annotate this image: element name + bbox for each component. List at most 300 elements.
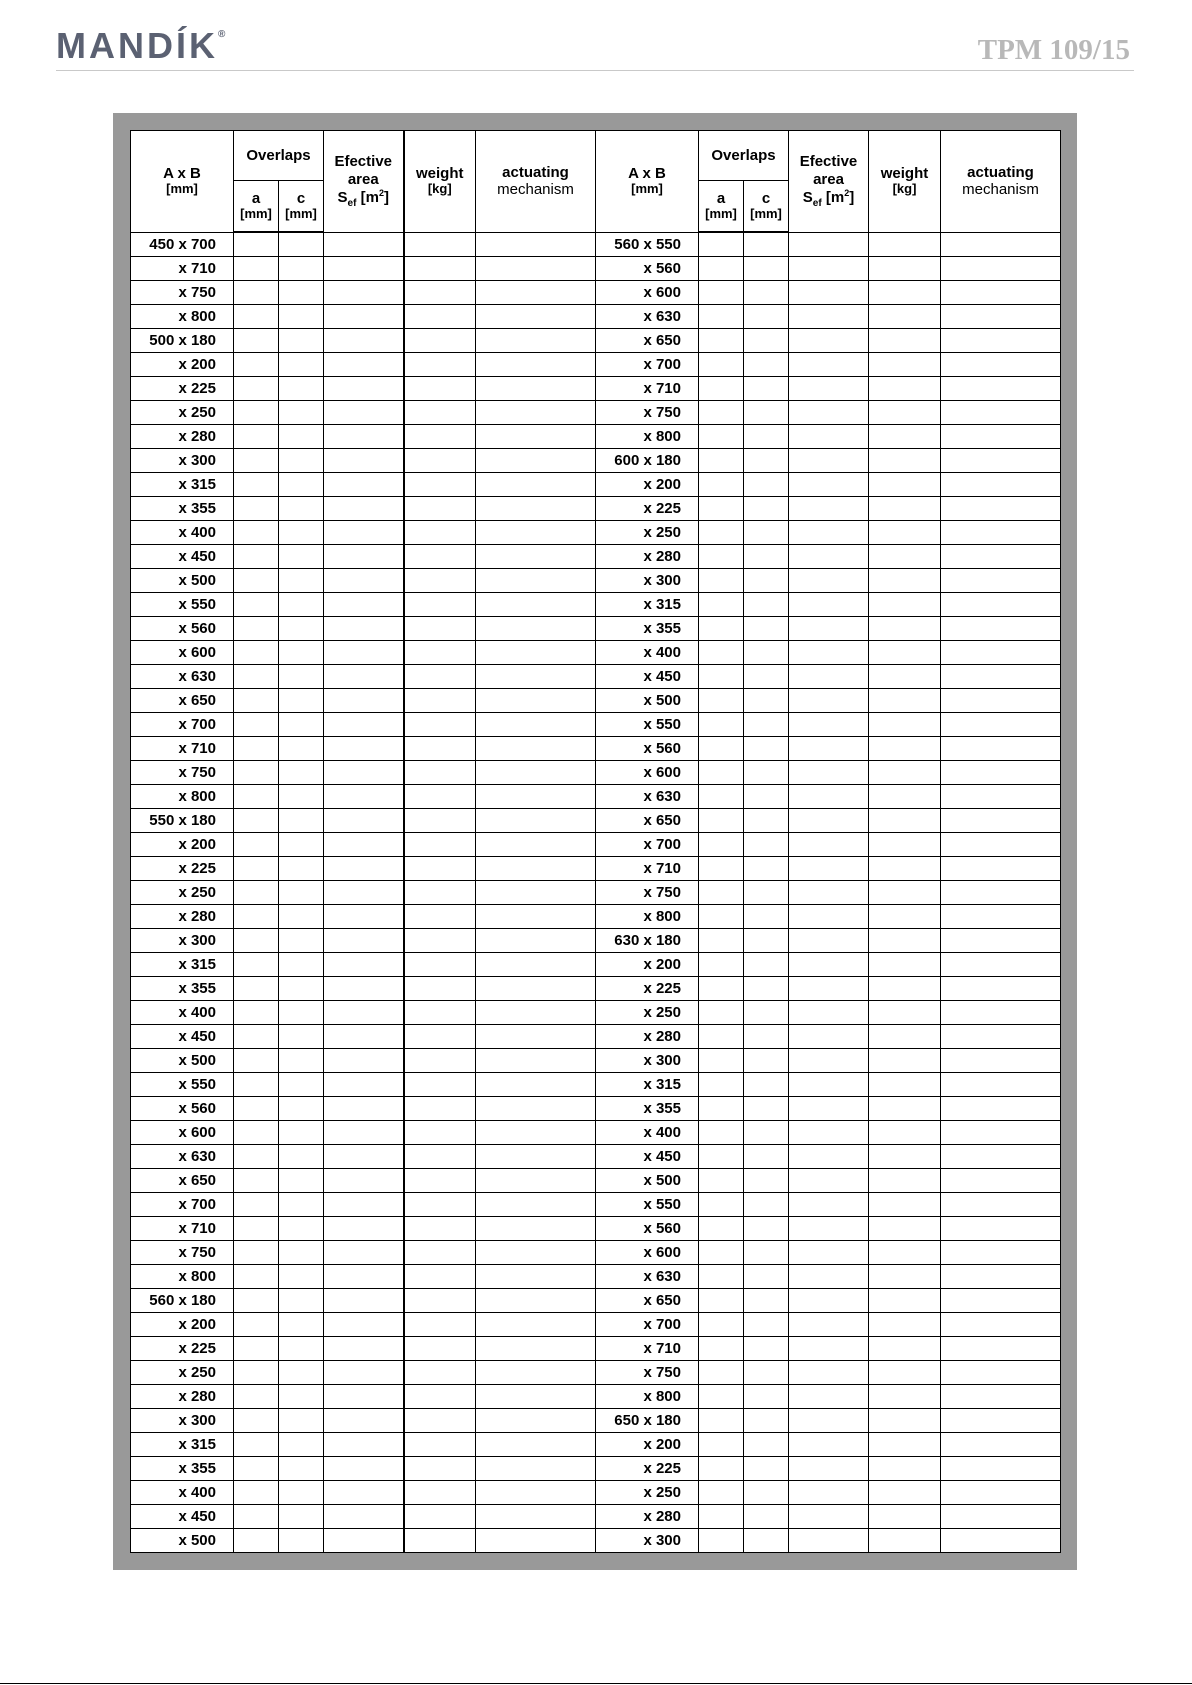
weight-cell bbox=[869, 1385, 941, 1409]
effective-area-cell bbox=[324, 617, 404, 641]
dimension-cell: x 400 bbox=[596, 1121, 699, 1145]
table-row bbox=[131, 1337, 1061, 1361]
weight-cell bbox=[404, 449, 476, 473]
dimension-cell: 630 x 180 bbox=[596, 929, 699, 953]
dimension-cell: x 710 bbox=[596, 857, 699, 881]
overlap-c-cell bbox=[744, 545, 789, 569]
effective-area-cell bbox=[789, 401, 869, 425]
overlap-a-cell bbox=[699, 1025, 744, 1049]
dimension-cell: x 280 bbox=[596, 1505, 699, 1529]
effective-area-cell bbox=[789, 593, 869, 617]
weight-cell bbox=[869, 857, 941, 881]
overlap-c-cell bbox=[279, 1169, 324, 1193]
weight-cell bbox=[869, 1217, 941, 1241]
dimension-cell: x 800 bbox=[596, 905, 699, 929]
overlap-c-cell bbox=[279, 785, 324, 809]
dimension-cell: x 560 bbox=[596, 257, 699, 281]
overlap-a-cell bbox=[699, 833, 744, 857]
overlap-a-cell bbox=[234, 953, 279, 977]
overlap-a-cell bbox=[234, 1217, 279, 1241]
overlap-a-cell bbox=[234, 473, 279, 497]
weight-cell bbox=[869, 1121, 941, 1145]
actuating-mechanism-cell bbox=[476, 1241, 596, 1265]
overlap-a-cell bbox=[234, 905, 279, 929]
table-row bbox=[131, 1433, 1061, 1457]
overlap-a-cell bbox=[699, 569, 744, 593]
overlap-a-cell bbox=[234, 689, 279, 713]
actuating-mechanism-cell bbox=[476, 1001, 596, 1025]
overlap-c-cell bbox=[279, 329, 324, 353]
weight-cell bbox=[869, 1193, 941, 1217]
effective-area-cell bbox=[789, 737, 869, 761]
table-row bbox=[131, 713, 1061, 737]
overlap-c-cell bbox=[279, 905, 324, 929]
dimension-cell: x 700 bbox=[131, 713, 234, 737]
dimension-cell: x 280 bbox=[596, 545, 699, 569]
overlap-a-cell bbox=[234, 1313, 279, 1337]
weight-cell bbox=[869, 353, 941, 377]
dimension-cell: x 630 bbox=[131, 1145, 234, 1169]
actuating-mechanism-cell bbox=[476, 401, 596, 425]
actuating-mechanism-cell bbox=[476, 1217, 596, 1241]
actuating-mechanism-cell bbox=[476, 521, 596, 545]
weight-cell bbox=[869, 377, 941, 401]
overlap-c-cell bbox=[279, 1529, 324, 1553]
effective-area-cell bbox=[324, 1529, 404, 1553]
overlap-c-cell bbox=[279, 1409, 324, 1433]
table-row bbox=[131, 377, 1061, 401]
weight-cell bbox=[404, 329, 476, 353]
table-body bbox=[131, 232, 1061, 1553]
overlap-c-cell bbox=[744, 689, 789, 713]
effective-area-cell bbox=[324, 1001, 404, 1025]
effective-area-cell bbox=[324, 833, 404, 857]
dimension-cell: x 600 bbox=[596, 281, 699, 305]
weight-cell bbox=[869, 1001, 941, 1025]
overlap-a-cell bbox=[234, 281, 279, 305]
dimension-cell: x 200 bbox=[596, 1433, 699, 1457]
overlap-c-cell bbox=[744, 1265, 789, 1289]
header-overlaps: Overlaps bbox=[234, 131, 324, 181]
overlap-c-cell bbox=[744, 1289, 789, 1313]
overlap-c-cell bbox=[744, 1481, 789, 1505]
table-row bbox=[131, 1073, 1061, 1097]
header-effective-area: Efective area $S_{ef}$ $[m^2]$ bbox=[324, 131, 404, 233]
dimension-cell: x 250 bbox=[131, 1361, 234, 1385]
effective-area-cell bbox=[789, 1265, 869, 1289]
effective-area-cell bbox=[789, 929, 869, 953]
weight-cell bbox=[869, 497, 941, 521]
overlap-a-cell bbox=[699, 1529, 744, 1553]
overlap-a-cell bbox=[699, 497, 744, 521]
weight-cell bbox=[404, 761, 476, 785]
effective-area-cell bbox=[324, 713, 404, 737]
overlap-a-cell bbox=[234, 1505, 279, 1529]
overlap-a-cell bbox=[699, 1505, 744, 1529]
actuating-mechanism-cell bbox=[941, 1145, 1061, 1169]
weight-cell bbox=[404, 881, 476, 905]
table-row bbox=[131, 977, 1061, 1001]
overlap-c-cell bbox=[744, 617, 789, 641]
table-row bbox=[131, 689, 1061, 713]
weight-cell bbox=[869, 232, 941, 257]
actuating-mechanism-cell bbox=[476, 713, 596, 737]
dimension-cell: x 400 bbox=[596, 641, 699, 665]
effective-area-cell bbox=[789, 881, 869, 905]
weight-cell bbox=[869, 833, 941, 857]
weight-cell bbox=[404, 1001, 476, 1025]
overlap-a-cell bbox=[699, 305, 744, 329]
actuating-mechanism-cell bbox=[941, 857, 1061, 881]
dimension-cell: 450 x 700 bbox=[131, 232, 234, 257]
actuating-mechanism-cell bbox=[941, 1433, 1061, 1457]
overlap-a-cell bbox=[699, 353, 744, 377]
mandik-logo: MANDÍK® bbox=[56, 25, 226, 66]
weight-cell bbox=[869, 1289, 941, 1313]
table-row bbox=[131, 665, 1061, 689]
dimension-cell: x 500 bbox=[596, 1169, 699, 1193]
overlap-a-cell bbox=[699, 377, 744, 401]
overlap-a-cell bbox=[234, 232, 279, 257]
overlap-c-cell bbox=[744, 473, 789, 497]
dimension-cell: x 280 bbox=[131, 1385, 234, 1409]
weight-cell bbox=[869, 809, 941, 833]
weight-cell bbox=[404, 545, 476, 569]
effective-area-cell bbox=[789, 449, 869, 473]
weight-cell bbox=[404, 1433, 476, 1457]
overlap-c-cell bbox=[279, 1241, 324, 1265]
actuating-mechanism-cell bbox=[476, 737, 596, 761]
effective-area-cell bbox=[324, 905, 404, 929]
table-row bbox=[131, 305, 1061, 329]
overlap-c-cell bbox=[279, 1049, 324, 1073]
dimension-cell: x 750 bbox=[131, 281, 234, 305]
dimension-cell: x 355 bbox=[131, 1457, 234, 1481]
overlap-a-cell bbox=[699, 905, 744, 929]
effective-area-cell bbox=[789, 833, 869, 857]
dimension-cell: 600 x 180 bbox=[596, 449, 699, 473]
effective-area-cell bbox=[324, 377, 404, 401]
overlap-a-cell bbox=[699, 1097, 744, 1121]
overlap-c-cell bbox=[744, 713, 789, 737]
dimension-cell: x 250 bbox=[131, 401, 234, 425]
effective-area-cell bbox=[789, 665, 869, 689]
table-container bbox=[130, 130, 1060, 1553]
table-row bbox=[131, 545, 1061, 569]
dimension-cell: x 630 bbox=[131, 665, 234, 689]
overlap-a-cell bbox=[234, 857, 279, 881]
header-axb: A x B [mm] bbox=[131, 131, 234, 233]
effective-area-cell bbox=[789, 857, 869, 881]
dimension-cell: x 315 bbox=[131, 953, 234, 977]
overlap-c-cell bbox=[279, 569, 324, 593]
actuating-mechanism-cell bbox=[941, 1265, 1061, 1289]
overlap-a-cell bbox=[699, 521, 744, 545]
weight-cell bbox=[404, 353, 476, 377]
overlap-a-cell bbox=[699, 1481, 744, 1505]
dimension-cell: x 300 bbox=[131, 929, 234, 953]
actuating-mechanism-cell bbox=[476, 1361, 596, 1385]
dimension-cell: x 355 bbox=[131, 977, 234, 1001]
overlap-a-cell bbox=[699, 1361, 744, 1385]
table-row bbox=[131, 1217, 1061, 1241]
header-actuating-mechanism: actuating mechanism bbox=[476, 131, 596, 233]
overlap-a-cell bbox=[234, 329, 279, 353]
table-row bbox=[131, 1313, 1061, 1337]
weight-cell bbox=[404, 1145, 476, 1169]
overlap-a-cell bbox=[234, 785, 279, 809]
effective-area-cell bbox=[789, 569, 869, 593]
overlap-c-cell bbox=[279, 305, 324, 329]
overlap-c-cell bbox=[279, 1025, 324, 1049]
overlap-a-cell bbox=[699, 449, 744, 473]
overlap-c-cell bbox=[279, 1121, 324, 1145]
dimension-cell: x 200 bbox=[131, 353, 234, 377]
effective-area-cell bbox=[789, 1313, 869, 1337]
actuating-mechanism-cell bbox=[941, 1073, 1061, 1097]
dimension-cell: x 250 bbox=[596, 521, 699, 545]
dimension-cell: x 315 bbox=[131, 473, 234, 497]
weight-cell bbox=[404, 1385, 476, 1409]
weight-cell bbox=[404, 785, 476, 809]
table-row bbox=[131, 905, 1061, 929]
overlap-a-cell bbox=[699, 737, 744, 761]
overlap-a-cell bbox=[234, 1097, 279, 1121]
dimension-cell: x 225 bbox=[131, 857, 234, 881]
overlap-a-cell bbox=[234, 1289, 279, 1313]
actuating-mechanism-cell bbox=[476, 929, 596, 953]
table-row bbox=[131, 1049, 1061, 1073]
weight-cell bbox=[404, 929, 476, 953]
effective-area-cell bbox=[789, 1409, 869, 1433]
effective-area-cell bbox=[324, 977, 404, 1001]
overlap-a-cell bbox=[699, 857, 744, 881]
overlap-c-cell bbox=[744, 281, 789, 305]
actuating-mechanism-cell bbox=[941, 1361, 1061, 1385]
weight-cell bbox=[404, 953, 476, 977]
dimension-cell: x 700 bbox=[596, 353, 699, 377]
dimension-table bbox=[130, 130, 1061, 1553]
weight-cell bbox=[404, 1505, 476, 1529]
table-row bbox=[131, 1385, 1061, 1409]
weight-cell bbox=[404, 809, 476, 833]
overlap-c-cell bbox=[744, 1169, 789, 1193]
weight-cell bbox=[869, 1409, 941, 1433]
weight-cell bbox=[869, 785, 941, 809]
overlap-c-cell bbox=[279, 425, 324, 449]
actuating-mechanism-cell bbox=[476, 1457, 596, 1481]
overlap-a-cell bbox=[234, 353, 279, 377]
dimension-cell: x 400 bbox=[131, 1001, 234, 1025]
dimension-cell: x 450 bbox=[131, 545, 234, 569]
dimension-cell: x 200 bbox=[131, 833, 234, 857]
effective-area-cell bbox=[324, 1217, 404, 1241]
effective-area-cell bbox=[324, 521, 404, 545]
actuating-mechanism-cell bbox=[476, 497, 596, 521]
table-row bbox=[131, 1169, 1061, 1193]
weight-cell bbox=[404, 905, 476, 929]
dimension-cell: x 200 bbox=[596, 473, 699, 497]
dimension-cell: 560 x 550 bbox=[596, 232, 699, 257]
overlap-c-cell bbox=[279, 473, 324, 497]
table-row bbox=[131, 737, 1061, 761]
table-row bbox=[131, 257, 1061, 281]
actuating-mechanism-cell bbox=[476, 1073, 596, 1097]
document-code: TPM 109/15 bbox=[977, 34, 1130, 66]
table-row bbox=[131, 353, 1061, 377]
weight-cell bbox=[869, 1457, 941, 1481]
table-row bbox=[131, 1529, 1061, 1553]
effective-area-cell bbox=[789, 497, 869, 521]
actuating-mechanism-cell bbox=[476, 1529, 596, 1553]
effective-area-cell bbox=[789, 1145, 869, 1169]
weight-cell bbox=[869, 473, 941, 497]
overlap-a-cell bbox=[699, 593, 744, 617]
weight-cell bbox=[404, 305, 476, 329]
overlap-c-cell bbox=[279, 1313, 324, 1337]
dimension-cell: x 225 bbox=[596, 497, 699, 521]
weight-cell bbox=[869, 1313, 941, 1337]
actuating-mechanism-cell bbox=[941, 1529, 1061, 1553]
table-row bbox=[131, 1481, 1061, 1505]
weight-cell bbox=[869, 521, 941, 545]
effective-area-cell bbox=[789, 1217, 869, 1241]
weight-cell bbox=[404, 1409, 476, 1433]
actuating-mechanism-cell bbox=[941, 1241, 1061, 1265]
overlap-c-cell bbox=[744, 1337, 789, 1361]
weight-cell bbox=[869, 929, 941, 953]
actuating-mechanism-cell bbox=[941, 977, 1061, 1001]
overlap-a-cell bbox=[234, 1385, 279, 1409]
effective-area-cell bbox=[789, 1097, 869, 1121]
dimension-cell: x 550 bbox=[131, 593, 234, 617]
overlap-a-cell bbox=[234, 665, 279, 689]
weight-cell bbox=[404, 641, 476, 665]
overlap-a-cell bbox=[234, 1409, 279, 1433]
effective-area-cell bbox=[324, 353, 404, 377]
effective-area-cell bbox=[324, 1169, 404, 1193]
dimension-cell: x 630 bbox=[596, 785, 699, 809]
overlap-a-cell bbox=[699, 1433, 744, 1457]
actuating-mechanism-cell bbox=[941, 1169, 1061, 1193]
overlap-a-cell bbox=[234, 1001, 279, 1025]
weight-cell bbox=[404, 1073, 476, 1097]
actuating-mechanism-cell bbox=[476, 377, 596, 401]
header-overlap-c: c [mm] bbox=[279, 181, 324, 233]
actuating-mechanism-cell bbox=[941, 689, 1061, 713]
weight-cell bbox=[869, 1025, 941, 1049]
table-row bbox=[131, 1193, 1061, 1217]
header-effective-area: Efective area $S_{ef}$ $[m^2]$ bbox=[789, 131, 869, 233]
overlap-a-cell bbox=[699, 1409, 744, 1433]
table-row bbox=[131, 1001, 1061, 1025]
weight-cell bbox=[404, 1265, 476, 1289]
overlap-a-cell bbox=[699, 425, 744, 449]
overlap-a-cell bbox=[699, 473, 744, 497]
effective-area-cell bbox=[324, 1409, 404, 1433]
actuating-mechanism-cell bbox=[941, 1457, 1061, 1481]
weight-cell bbox=[869, 641, 941, 665]
table-row bbox=[131, 329, 1061, 353]
table-row bbox=[131, 1289, 1061, 1313]
effective-area-cell bbox=[324, 1241, 404, 1265]
overlap-c-cell bbox=[744, 1409, 789, 1433]
weight-cell bbox=[404, 1193, 476, 1217]
weight-cell bbox=[869, 329, 941, 353]
actuating-mechanism-cell bbox=[476, 689, 596, 713]
overlap-c-cell bbox=[744, 1529, 789, 1553]
overlap-c-cell bbox=[744, 425, 789, 449]
overlap-c-cell bbox=[279, 1265, 324, 1289]
overlap-c-cell bbox=[744, 809, 789, 833]
weight-cell bbox=[869, 737, 941, 761]
actuating-mechanism-cell bbox=[476, 1025, 596, 1049]
actuating-mechanism-cell bbox=[941, 521, 1061, 545]
dimension-cell: x 500 bbox=[131, 569, 234, 593]
table-row bbox=[131, 401, 1061, 425]
overlap-a-cell bbox=[699, 785, 744, 809]
overlap-c-cell bbox=[744, 1073, 789, 1097]
weight-cell bbox=[404, 977, 476, 1001]
overlap-c-cell bbox=[279, 1289, 324, 1313]
weight-cell bbox=[869, 449, 941, 473]
weight-cell bbox=[404, 377, 476, 401]
actuating-mechanism-cell bbox=[941, 713, 1061, 737]
effective-area-cell bbox=[324, 689, 404, 713]
overlap-c-cell bbox=[744, 257, 789, 281]
dimension-cell: x 630 bbox=[596, 305, 699, 329]
actuating-mechanism-cell bbox=[476, 232, 596, 257]
table-row bbox=[131, 281, 1061, 305]
overlap-c-cell bbox=[744, 857, 789, 881]
actuating-mechanism-cell bbox=[476, 425, 596, 449]
weight-cell bbox=[404, 1121, 476, 1145]
overlap-a-cell bbox=[234, 257, 279, 281]
dimension-cell: x 650 bbox=[131, 689, 234, 713]
actuating-mechanism-cell bbox=[476, 353, 596, 377]
actuating-mechanism-cell bbox=[941, 329, 1061, 353]
effective-area-cell bbox=[324, 281, 404, 305]
overlap-c-cell bbox=[744, 665, 789, 689]
dimension-cell: x 500 bbox=[131, 1049, 234, 1073]
weight-cell bbox=[869, 1529, 941, 1553]
actuating-mechanism-cell bbox=[476, 809, 596, 833]
weight-cell bbox=[404, 1529, 476, 1553]
actuating-mechanism-cell bbox=[941, 1313, 1061, 1337]
dimension-cell: 560 x 180 bbox=[131, 1289, 234, 1313]
weight-cell bbox=[869, 1241, 941, 1265]
weight-cell bbox=[869, 905, 941, 929]
effective-area-cell bbox=[789, 1049, 869, 1073]
dimension-cell: x 700 bbox=[596, 1313, 699, 1337]
actuating-mechanism-cell bbox=[941, 617, 1061, 641]
table-row bbox=[131, 1265, 1061, 1289]
overlap-c-cell bbox=[744, 1121, 789, 1145]
effective-area-cell bbox=[324, 449, 404, 473]
header-overlap-a: a [mm] bbox=[234, 181, 279, 233]
effective-area-cell bbox=[789, 761, 869, 785]
actuating-mechanism-cell bbox=[941, 665, 1061, 689]
weight-cell bbox=[869, 1073, 941, 1097]
overlap-c-cell bbox=[279, 737, 324, 761]
overlap-c-cell bbox=[744, 977, 789, 1001]
overlap-c-cell bbox=[744, 401, 789, 425]
effective-area-cell bbox=[789, 1193, 869, 1217]
effective-area-cell bbox=[789, 1073, 869, 1097]
actuating-mechanism-cell bbox=[476, 641, 596, 665]
weight-cell bbox=[869, 545, 941, 569]
effective-area-cell bbox=[324, 1361, 404, 1385]
